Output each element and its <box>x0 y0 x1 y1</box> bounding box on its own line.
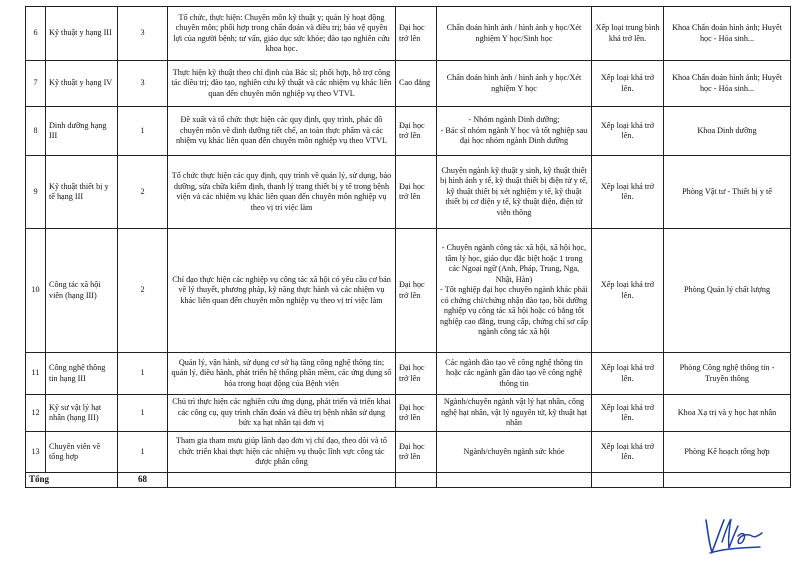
education-level-cell: Đại học trở lên <box>396 229 437 353</box>
position-title-cell: Công tác xã hội viên (hạng III) <box>46 229 118 353</box>
table-row <box>26 7 791 61</box>
total-row <box>26 473 791 488</box>
education-level-cell: Cao đẳng <box>396 61 437 107</box>
department-cell: Phòng Kế hoạch tổng hợp <box>664 432 791 473</box>
table-body <box>26 7 791 488</box>
required-major-cell: Chẩn đoán hình ảnh / hình ảnh y học/Xét nghiệm Y học <box>437 61 592 107</box>
degree-ranking-cell: Xếp loại khá trở lên. <box>592 229 664 353</box>
position-title-cell: Kỹ thuật y hạng III <box>46 7 118 61</box>
quantity-cell: 2 <box>118 229 168 353</box>
required-major-cell: - Chuyên ngành công tác xã hội, xã hội học, tâm lý học, giáo dục đặc biệt hoặc 1 trong các Ngoại ngữ (Anh, Pháp, Trung, Nga, Nhật, Hàn) - Tốt nghiệp đại học chuyên ngành khác phải có chứng chỉ/chứng nhận đào tạo, bồi dưỡng nghiệp vụ công tác xã hội hoặc có bằng tốt nghiệp cao đẳng, trung cấp, chứng chỉ sơ cấp ngành công tác xã hội <box>437 229 592 353</box>
department-cell: Khoa Dinh dưỡng <box>664 107 791 156</box>
quantity-cell: 1 <box>118 107 168 156</box>
department-cell: Phòng Vật tư - Thiết bị y tế <box>664 156 791 229</box>
total-quantity: 68 <box>118 473 168 488</box>
job-description-cell: Đề xuất và tổ chức thực hiện các quy định, quy trình, phác đồ chuyên môn về dinh dưỡng tiết chế, an toàn thực phẩm và các nhiệm vụ khác liên quan đến chuyên môn nghiệp vụ theo VTVL <box>168 107 396 156</box>
row-number-cell: 10 <box>26 229 46 353</box>
required-major-cell: Các ngành đào tạo về công nghệ thông tin hoặc các ngành gần đào tạo về công nghệ thông tin <box>437 353 592 395</box>
department-cell: Khoa Chẩn đoán hình ảnh; Huyết học - Hóa sinh... <box>664 61 791 107</box>
degree-ranking-cell: Xếp loại khá trở lên. <box>592 395 664 432</box>
table-row <box>26 107 791 156</box>
required-major-cell: Ngành/chuyên ngành sức khỏe <box>437 432 592 473</box>
quantity-cell: 1 <box>118 353 168 395</box>
department-cell: Khoa Chẩn đoán hình ảnh; Huyết học - Hóa sinh... <box>664 7 791 61</box>
position-title-cell: Kỹ thuật thiết bị y tế hạng III <box>46 156 118 229</box>
table-row <box>26 395 791 432</box>
education-level-cell: Đại học trở lên <box>396 432 437 473</box>
education-level-cell: Đại học trở lên <box>396 7 437 61</box>
job-description-cell: Tham gia tham mưu giúp lãnh đạo đơn vị chỉ đạo, theo dõi và tổ chức triển khai thực hiện các nhiệm vụ thuộc lĩnh vực công tác được phân công <box>168 432 396 473</box>
quantity-cell: 1 <box>118 395 168 432</box>
table-row <box>26 229 791 353</box>
degree-ranking-cell: Xếp loại khá trở lên. <box>592 432 664 473</box>
quantity-cell: 1 <box>118 432 168 473</box>
job-description-cell: Chỉ đạo thực hiện các nghiệp vụ công tác xã hội có yêu cầu cơ bản về lý thuyết, phương pháp, kỹ năng thực hành và các nhiệm vụ khác liên quan đến chuyên môn nghiệp vụ theo vị trí việc làm <box>168 229 396 353</box>
table-row <box>26 156 791 229</box>
quantity-cell: 3 <box>118 61 168 107</box>
job-description-cell: Thực hiện kỹ thuật theo chỉ định của Bác sĩ; phối hợp, hỗ trợ công tác điều trị; đào tạo, nghiên cứu kỹ thuật và các nhiệm vụ khác liên quan đến chuyên môn nghiệp vụ theo VTVL <box>168 61 396 107</box>
required-major-cell: Ngành/chuyên ngành vật lý hạt nhân, công nghệ hạt nhân, vật lý nguyên tử, kỹ thuật hạt nhân <box>437 395 592 432</box>
position-title-cell: Dinh dưỡng hạng III <box>46 107 118 156</box>
required-major-cell: Chuyên ngành kỹ thuật y sinh, kỹ thuật thiết bị hình ảnh y tế, kỹ thuật thiết bị điện tử y tế, kỹ thuật thiết bị xét nghiệm y tế, kỹ thuật thiết bị cơ điện y tế, kỹ thuật điện, điện tử viễn thông <box>437 156 592 229</box>
education-level-cell: Đại học trở lên <box>396 353 437 395</box>
total-label: Tổng <box>26 473 118 488</box>
department-cell: Phòng Công nghệ thông tin - Truyền thông <box>664 353 791 395</box>
row-number-cell: 11 <box>26 353 46 395</box>
table-row <box>26 61 791 107</box>
row-number-cell: 7 <box>26 61 46 107</box>
position-title-cell: Kỹ thuật y hạng IV <box>46 61 118 107</box>
degree-ranking-cell: Xếp loại khá trở lên. <box>592 107 664 156</box>
empty-cell <box>592 473 664 488</box>
degree-ranking-cell: Xếp loại khá trở lên. <box>592 156 664 229</box>
required-major-cell: Chẩn đoán hình ảnh / hình ảnh y học/Xét nghiệm Y học/Sinh học <box>437 7 592 61</box>
degree-ranking-cell: Xếp loại khá trở lên. <box>592 353 664 395</box>
job-description-cell: Tổ chức thực hiện các quy định, quy trình về quản lý, sử dụng, bảo dưỡng, sửa chữa kiểm định, thanh lý trang thiết bị y tế trong bệnh viện và các nhiệm vụ khác liên quan đến chuyên môn nghiệp vụ theo vị trí việc làm <box>168 156 396 229</box>
degree-ranking-cell: Xếp loại trung bình khá trở lên. <box>592 7 664 61</box>
position-title-cell: Chuyên viên về tổng hợp <box>46 432 118 473</box>
table-row <box>26 353 791 395</box>
quantity-cell: 3 <box>118 7 168 61</box>
education-level-cell: Đại học trở lên <box>396 107 437 156</box>
job-description-cell: Quản lý, vận hành, sử dụng cơ sở hạ tầng công nghệ thông tin; quản lý, điều hành, phát triển hệ thống phần mềm, các ứng dụng số hóa trong hoạt động của Bệnh viện <box>168 353 396 395</box>
department-cell: Khoa Xạ trị và y học hạt nhân <box>664 395 791 432</box>
row-number-cell: 12 <box>26 395 46 432</box>
table-row <box>26 432 791 473</box>
education-level-cell: Đại học trở lên <box>396 156 437 229</box>
recruitment-table <box>25 6 791 488</box>
row-number-cell: 13 <box>26 432 46 473</box>
row-number-cell: 8 <box>26 107 46 156</box>
handwritten-signature-icon <box>702 512 766 556</box>
degree-ranking-cell: Xếp loại khá trở lên. <box>592 61 664 107</box>
row-number-cell: 9 <box>26 156 46 229</box>
quantity-cell: 2 <box>118 156 168 229</box>
empty-cell <box>396 473 437 488</box>
job-description-cell: Tổ chức, thực hiện: Chuyên môn kỹ thuật y; quản lý hoạt động chuyên môn; phối hợp trong chẩn đoán và điều trị; bảo vệ quyền lợi của người bệnh; tư vấn, giáo dục sức khỏe; đào tạo nghiên cứu khoa học. <box>168 7 396 61</box>
empty-cell <box>168 473 396 488</box>
job-description-cell: Chủ trì thực hiện các nghiên cứu ứng dụng, phát triển và triển khai các công cụ, quy trình chẩn đoán và điều trị bệnh nhân sử dụng bức xạ hạt nhân tại đơn vị <box>168 395 396 432</box>
education-level-cell: Đại học trở lên <box>396 395 437 432</box>
row-number-cell: 6 <box>26 7 46 61</box>
required-major-cell: - Nhóm ngành Dinh dưỡng; - Bác sĩ nhóm ngành Y học và tốt nghiệp sau đại học nhóm ngành Dinh dưỡng <box>437 107 592 156</box>
department-cell: Phòng Quản lý chất lượng <box>664 229 791 353</box>
position-title-cell: Công nghệ thông tin hạng III <box>46 353 118 395</box>
empty-cell <box>664 473 791 488</box>
empty-cell <box>437 473 592 488</box>
position-title-cell: Kỹ sư vật lý hạt nhân (hạng III) <box>46 395 118 432</box>
